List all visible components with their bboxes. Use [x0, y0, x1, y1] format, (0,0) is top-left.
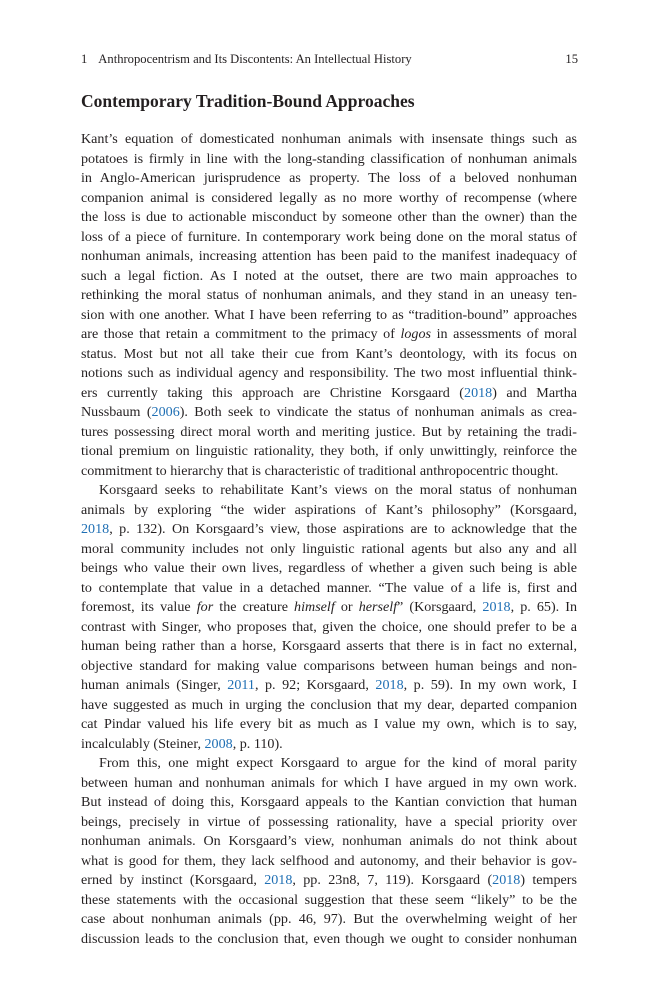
text-span: Nussbaum (	[81, 404, 152, 420]
chapter-number: 1	[81, 52, 88, 66]
text-line: beings, precisely in virtue of possessing rationality, have a special priority over	[81, 813, 577, 830]
text-line: cat Pindar valued his life every bit as much as I value my own, which is to say,	[81, 716, 577, 732]
text-span: ). Both seek to vindicate the status of nonhuman animals as crea-	[179, 404, 577, 420]
text-span: , pp. 23n8, 7, 119). Korsgaard (	[292, 872, 493, 888]
citation-link-korsgaard-2018[interactable]: 2018	[81, 521, 110, 537]
text-line: notions such as individual agency and responsibility. The two most influential think-	[81, 365, 577, 381]
text-line: potatoes is firmly in line with the long-standing classification of nonhuman animals	[81, 150, 577, 167]
text-line: From this, one might expect Korsgaard to argue for the kind of moral parity	[99, 755, 577, 771]
text-span: erned by instinct (Korsgaard,	[81, 872, 265, 888]
text-line: beings who value their own lives, regardless of whether a given such being is able	[81, 560, 577, 576]
citation-link-korsgaard-2018[interactable]: 2018	[482, 599, 511, 615]
running-head-left	[81, 51, 412, 67]
italic-term: herself	[358, 599, 398, 615]
text-line: Kant’s equation of domesticated nonhuman animals with insensate things such as	[81, 131, 577, 147]
text-span: , p. 59). In my own work, I	[403, 677, 577, 693]
running-head	[81, 51, 578, 67]
text-span: incalculably (Steiner,	[81, 735, 205, 752]
citation-link-steiner-2008[interactable]: 2008	[204, 735, 233, 752]
citation-link-korsgaard-2018[interactable]: 2018	[375, 677, 404, 693]
text-span: , p. 92; Korsgaard,	[254, 677, 376, 693]
text-line: what is good for them, they lack selfhood and autonomy, and their behavior is gov-	[81, 852, 577, 869]
citation-link-nussbaum-2006[interactable]: 2006	[151, 404, 180, 420]
citation-link-korsgaard-2018[interactable]: 2018	[492, 872, 521, 888]
text-line	[81, 735, 577, 755]
text-line: contrast with Singer, who proposes that, given the choice, one should prefer to be a	[81, 618, 577, 635]
text-line	[81, 676, 577, 696]
text-line	[81, 598, 577, 618]
text-line: nonhuman animals, increasing attention has been paid to the manifest inadequacy of	[81, 248, 577, 264]
text-line: tures possessing direct moral worth and meriting justice. But by retaining the tradi-	[81, 423, 577, 440]
italic-term: logos	[400, 326, 432, 342]
body-text	[81, 130, 577, 949]
text-line: these statements with the occasional suggestion that these seem “likely” to be the	[81, 891, 577, 908]
text-line: in Anglo-American jurisprudence as property. The loss of a beloved nonhuman	[81, 170, 577, 186]
text-line: Korsgaard seeks to rehabilitate Kant’s views on the moral status of nonhuman	[99, 482, 577, 498]
page-number: 15	[565, 52, 578, 66]
text-line: nonhuman animals. On Korsgaard’s view, nonhuman animals do not think about	[81, 833, 577, 849]
text-line: But instead of doing this, Korsgaard appeals to the Kantian conviction that human	[81, 794, 577, 810]
text-line: animals by exploring “the wider aspirations of Kant’s philosophy” (Korsgaard,	[81, 501, 577, 518]
text-line: discussion leads to the conclusion that, even though we ought to consider nonhuman	[81, 930, 577, 947]
text-line: commitment to hierarchy that is characteristic of traditional anthropocentric thought.	[81, 462, 559, 479]
text-line: such a legal fiction. As I noted at the outset, there are two main approaches to	[81, 267, 577, 284]
text-line: loss of a piece of furniture. In contemporary work being done on the moral status of	[81, 228, 577, 245]
text-span: ) and Martha	[492, 384, 577, 401]
text-line: human being rather than a horse, Korsgaard asserts that there is in fact no external,	[81, 638, 577, 654]
text-line	[81, 325, 577, 345]
citation-link-singer-2011[interactable]: 2011	[227, 677, 255, 693]
text-line: moral community includes not only linguistic rational agents but also any and all	[81, 540, 577, 557]
text-span: foremost, its value	[81, 599, 197, 615]
text-span: , p. 110).	[232, 735, 283, 752]
text-span: the creature	[213, 599, 295, 615]
text-span: in assessments of moral	[431, 326, 577, 342]
text-span: ers currently taking this approach are Christine Korsgaard (	[81, 384, 465, 401]
text-span: , p. 65). In	[510, 599, 577, 615]
italic-term: for	[196, 599, 214, 615]
running-title: Anthropocentrism and Its Discontents: An Intellectual History	[98, 52, 412, 66]
text-span: ) tempers	[520, 872, 577, 888]
text-line: the loss is due to actionable misconduct by someone other than the owner) than the	[81, 209, 577, 225]
text-span: human animals (Singer,	[81, 677, 228, 693]
text-line	[81, 384, 577, 404]
text-line	[81, 520, 577, 540]
text-line: sion with one another. What I have been referring to as “tradition-bound” approaches	[81, 306, 577, 323]
text-line	[81, 403, 577, 423]
text-line: tional premium on linguistic rationality, they both, if only unwittingly, reinforce the	[81, 443, 577, 459]
text-span: ” (Korsgaard,	[397, 599, 483, 615]
text-line: between human and nonhuman animals for which I have argued in my own work.	[81, 774, 577, 791]
italic-term: himself	[294, 599, 335, 615]
text-span: , p. 132). On Korsgaard’s view, those aspirations are to acknowledge that the	[109, 521, 577, 537]
text-line: have suggested as much in urging the conclusion that my dear, departed companion	[81, 696, 577, 713]
text-line: status. Most but not all take their cue from Kant’s deontology, with its focus on	[81, 345, 577, 362]
text-line: objective standard for making value comparisons between human beings and non-	[81, 657, 577, 674]
text-line: to contemplate that value in a detached manner. “The value of a life is, first and	[81, 579, 577, 596]
text-span: are those that retain a commitment to the primacy of	[81, 326, 401, 342]
text-line	[81, 871, 577, 891]
citation-link-korsgaard-2018[interactable]: 2018	[264, 872, 293, 888]
citation-link-korsgaard-2018[interactable]: 2018	[464, 384, 493, 401]
text-line: case about nonhuman animals (pp. 46, 97). But the overwhelming weight of her	[81, 911, 577, 927]
text-span: or	[334, 599, 359, 615]
text-line: rethinking the moral status of nonhuman animals, and they stand in an uneasy ten-	[81, 287, 577, 303]
section-title: Contemporary Tradition-Bound Approaches	[81, 91, 415, 111]
text-line: companion animal is considered legally as no more worthy of recompense (where	[81, 189, 577, 206]
